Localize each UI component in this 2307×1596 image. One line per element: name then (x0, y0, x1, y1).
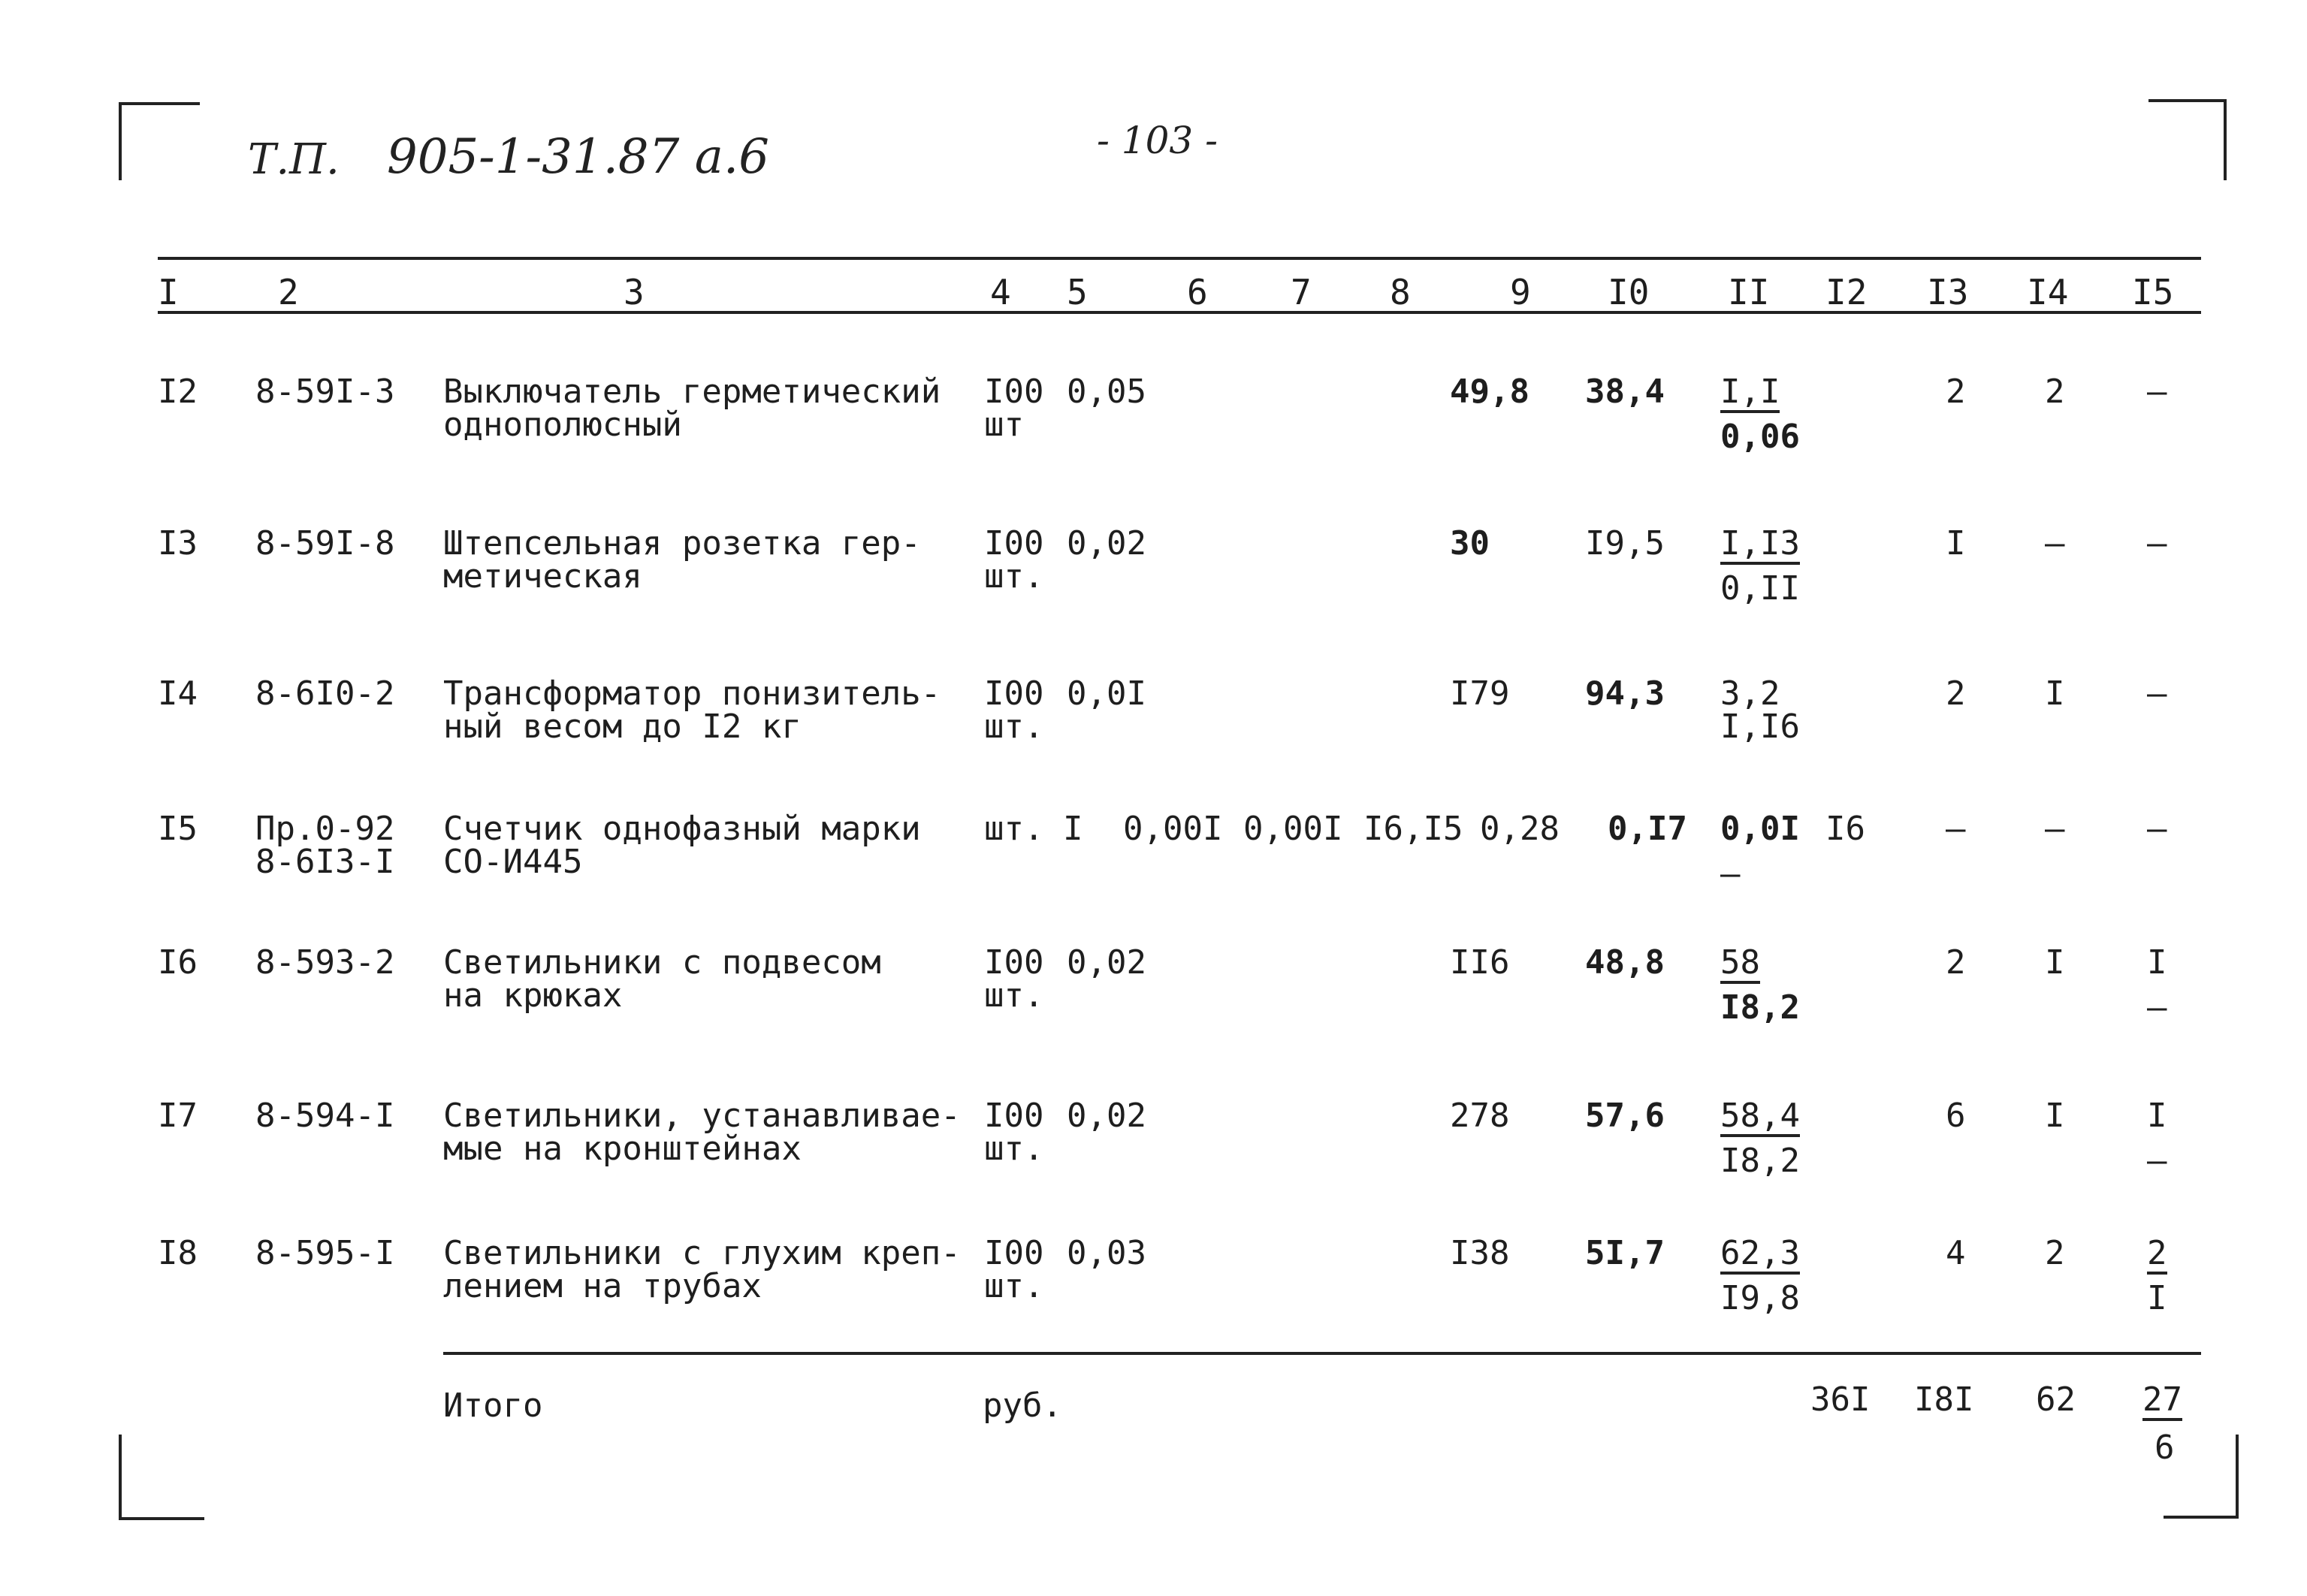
row-unit-line: I00 (984, 1097, 1044, 1135)
row-col13: 2 (1946, 373, 1966, 411)
doc-code: 905-1-31.87 а.6 (387, 129, 769, 185)
row-code-line: 8-594-I (255, 1097, 395, 1135)
row-col10: 0,I7 (1608, 810, 1687, 848)
table-top-rule (158, 257, 2201, 260)
row-col14: – (2045, 524, 2065, 563)
header-col-15: I5 (2132, 272, 2174, 312)
row-col15-top: – (2147, 810, 2167, 848)
row-col11-top-text: 58,4 (1720, 1098, 1800, 1137)
row-col5: 0,02 (1067, 943, 1146, 982)
row-description-line: Трансформатор понизитель- (443, 674, 941, 713)
row-col10: 5I,7 (1585, 1234, 1665, 1272)
row-col10: 38,4 (1585, 373, 1665, 411)
row-col13: I (1946, 524, 1966, 563)
row-col14: – (2045, 810, 2065, 848)
row-col11-top (1720, 945, 1760, 984)
header-col-14: I4 (2027, 272, 2069, 312)
row-col14: 2 (2045, 373, 2065, 411)
header-col-7: 7 (1291, 272, 1312, 312)
corner-bracket-bottom-right (2164, 1435, 2239, 1519)
row-col9: 278 (1450, 1097, 1510, 1135)
page-number: - 103 - (1097, 119, 1218, 162)
row-unit-line: шт (984, 406, 1024, 444)
row-col9: II6 (1450, 943, 1510, 982)
header-bottom-rule (158, 311, 2201, 314)
row-col8: I6,I5 (1363, 810, 1463, 848)
total-rule (443, 1352, 2201, 1355)
row-code-line: 8-59I-3 (255, 373, 395, 411)
row-col9: 0,28 (1480, 810, 1560, 848)
row-code-line: 8-595-I (255, 1234, 395, 1272)
row-col11-bottom: I8,2 (1720, 1142, 1800, 1180)
header-col-1: I (158, 272, 179, 312)
row-unit-line: шт. (984, 707, 1044, 746)
row-code-line: 8-593-2 (255, 943, 395, 982)
row-description-line: СО-И445 (443, 843, 583, 881)
total-unit: руб. (983, 1386, 1062, 1425)
row-number: I2 (158, 373, 198, 411)
row-col15-bottom: I (2147, 1279, 2167, 1317)
header-col-11: II (1728, 272, 1770, 312)
row-col11-bottom: 0,06 (1720, 418, 1800, 456)
row-description-line: Штепсельная розетка гер- (443, 524, 921, 563)
total-label: Итого (443, 1386, 543, 1425)
row-col9: I79 (1450, 674, 1510, 713)
row-col14: I (2045, 943, 2065, 982)
row-code-line: 8-6I0-2 (255, 674, 395, 713)
row-unit-line: шт. (984, 1130, 1044, 1168)
row-col5: 0,02 (1067, 524, 1146, 563)
corner-bracket-bottom-left (119, 1435, 204, 1520)
row-description-line: Счетчик однофазный марки (443, 810, 921, 848)
row-col14: I (2045, 674, 2065, 713)
total-col13: I8I (1914, 1380, 1974, 1419)
row-number: I6 (158, 943, 198, 982)
row-col11-top-text: 58 (1720, 945, 1760, 984)
row-col11-bottom: I8,2 (1720, 988, 1800, 1027)
row-col15-top: I (2147, 943, 2167, 982)
row-col15-top-text: 2 (2147, 1235, 2167, 1275)
row-col11-top-text: 62,3 (1720, 1235, 1800, 1275)
row-description-line: лением на трубах (443, 1267, 762, 1305)
row-number: I8 (158, 1234, 198, 1272)
row-col11-top (1720, 1098, 1800, 1137)
row-col10: 57,6 (1585, 1097, 1665, 1135)
row-col15-bottom: – (2147, 1142, 2167, 1180)
row-description-line: метическая (443, 557, 642, 596)
header-col-5: 5 (1067, 272, 1088, 312)
row-description-line: Светильники, устанавливае- (443, 1097, 961, 1135)
row-description-line: мые на кронштейнах (443, 1130, 802, 1168)
corner-bracket-top-left (119, 102, 200, 180)
header-col-6: 6 (1187, 272, 1208, 312)
doc-code-prefix: Т.П. (248, 135, 340, 184)
row-col15-top: – (2147, 674, 2167, 713)
header-col-8: 8 (1390, 272, 1411, 312)
row-code-line: 8-6I3-I (255, 843, 395, 881)
row-unit-line: I00 (984, 1234, 1044, 1272)
row-col11-top-text: I,I3 (1720, 526, 1800, 565)
row-col10: I9,5 (1585, 524, 1665, 563)
row-col13: 4 (1946, 1234, 1966, 1272)
row-unit-line: шт. (984, 976, 1044, 1015)
total-col14: 62 (2036, 1380, 2076, 1419)
row-col15-top (2147, 1235, 2167, 1275)
header-col-13: I3 (1927, 272, 1969, 312)
row-col15-top: I (2147, 1097, 2167, 1135)
row-col13: 2 (1946, 674, 1966, 713)
row-col11-top (1720, 1235, 1800, 1275)
row-code-line: Пр.0-92 (255, 810, 395, 848)
row-col13: – (1946, 810, 1966, 848)
row-col5: I (1063, 810, 1083, 848)
row-number: I4 (158, 674, 198, 713)
row-col14: I (2045, 1097, 2065, 1135)
row-col11-bottom: I,I6 (1720, 707, 1800, 746)
header-col-2: 2 (278, 272, 299, 312)
row-col13: 6 (1946, 1097, 1966, 1135)
row-unit-line: I00 (984, 373, 1044, 411)
row-unit-line: шт. (984, 1267, 1044, 1305)
row-col11-bottom: – (1720, 855, 1741, 893)
row-col11-bottom: I9,8 (1720, 1279, 1800, 1317)
row-number: I7 (158, 1097, 198, 1135)
row-col11-top: 0,0I (1720, 810, 1800, 848)
row-col11-bottom: 0,II (1720, 569, 1800, 608)
row-col11-top (1720, 374, 1780, 413)
total-col12: 36I (1810, 1380, 1871, 1419)
row-col5: 0,03 (1067, 1234, 1146, 1272)
header-col-9: 9 (1510, 272, 1531, 312)
header-col-4: 4 (990, 272, 1011, 312)
row-col5: 0,05 (1067, 373, 1146, 411)
row-description-line: Выключатель герметический (443, 373, 941, 411)
row-col12: I6 (1825, 810, 1865, 848)
row-col10: 94,3 (1585, 674, 1665, 713)
row-description-line: на крюках (443, 976, 623, 1015)
row-unit-line: шт. (984, 810, 1044, 848)
row-description-line: Светильники с глухим креп- (443, 1234, 961, 1272)
row-col6: 0,00I (1123, 810, 1223, 848)
row-col7: 0,00I (1243, 810, 1343, 848)
row-col15-bottom: – (2147, 988, 2167, 1027)
row-col11-top (1720, 526, 1800, 565)
row-unit-line: I00 (984, 943, 1044, 982)
row-number: I5 (158, 810, 198, 848)
row-col11-top: 3,2 (1720, 674, 1780, 713)
header-col-12: I2 (1825, 272, 1868, 312)
row-col15-top: – (2147, 524, 2167, 563)
row-description-line: однополюсный (443, 406, 682, 444)
row-col5: 0,02 (1067, 1097, 1146, 1135)
row-col9: 30 (1450, 524, 1490, 563)
row-col13: 2 (1946, 943, 1966, 982)
row-col9: 49,8 (1450, 373, 1529, 411)
row-col9: I38 (1450, 1234, 1510, 1272)
row-unit-line: I00 (984, 524, 1044, 563)
row-number: I3 (158, 524, 198, 563)
header-col-10: I0 (1608, 272, 1650, 312)
row-col5: 0,0I (1067, 674, 1146, 713)
row-col14: 2 (2045, 1234, 2065, 1272)
row-col11-top-text: I,I (1720, 374, 1780, 413)
total-col15-top (2142, 1382, 2182, 1421)
corner-bracket-top-right (2148, 99, 2227, 180)
row-unit-line: I00 (984, 674, 1044, 713)
total-col15-bottom: 6 (2155, 1429, 2175, 1467)
row-description-line: Светильники с подвесом (443, 943, 881, 982)
row-description-line: ный весом до I2 кг (443, 707, 802, 746)
row-code-line: 8-59I-8 (255, 524, 395, 563)
total-col15-top-text: 27 (2142, 1382, 2182, 1421)
row-unit-line: шт. (984, 557, 1044, 596)
header-col-3: 3 (624, 272, 645, 312)
row-col15-top: – (2147, 373, 2167, 411)
row-col10: 48,8 (1585, 943, 1665, 982)
